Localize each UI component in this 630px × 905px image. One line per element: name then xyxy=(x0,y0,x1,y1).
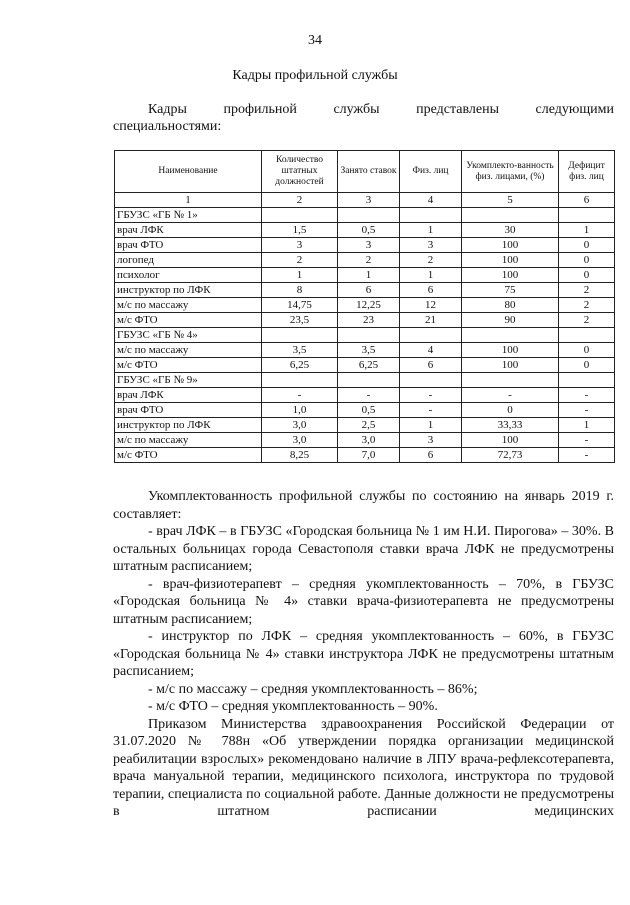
row-value-cell: 2 xyxy=(559,313,615,328)
row-value-cell: 30 xyxy=(462,223,559,238)
intro-line-2: специальностями: xyxy=(113,119,222,134)
row-name-cell: м/с ФТО xyxy=(115,448,262,463)
row-value-cell: 0,5 xyxy=(338,223,400,238)
row-value-cell: 1 xyxy=(400,418,462,433)
table-index-row xyxy=(115,193,615,208)
empty-cell xyxy=(559,373,615,388)
row-value-cell: 6 xyxy=(338,283,400,298)
paragraph-lfk-doctor: - врач ЛФК – в ГБУЗС «Городская больница № 1 им Н.И. Пирогова» – 30%. В остальных больницах города Севастополя ставки врача ЛФК не предусмотрены штатным расписанием; xyxy=(113,524,614,574)
row-value-cell: 1 xyxy=(559,223,615,238)
table-row xyxy=(115,313,615,328)
row-value-cell: 2 xyxy=(559,298,615,313)
paragraph-staffing-summary: Укомплектованность профильной службы по состоянию на январь 2019 г. составляет: xyxy=(113,489,614,522)
row-value-cell: 12,25 xyxy=(338,298,400,313)
table-row xyxy=(115,388,615,403)
row-value-cell: 8,25 xyxy=(262,448,338,463)
row-value-cell: 33,33 xyxy=(462,418,559,433)
page-number: 34 xyxy=(308,33,322,48)
paragraph-fto-nurse: - м/с ФТО – средняя укомплектованность – 90%. xyxy=(148,699,438,714)
row-value-cell: 12 xyxy=(400,298,462,313)
row-value-cell: 6 xyxy=(400,358,462,373)
row-value-cell: 8 xyxy=(262,283,338,298)
table-row xyxy=(115,418,615,433)
table-row xyxy=(115,448,615,463)
row-value-cell: 23 xyxy=(338,313,400,328)
row-value-cell: 6,25 xyxy=(262,358,338,373)
row-name-cell: м/с по массажу xyxy=(115,298,262,313)
row-value-cell: 3 xyxy=(400,238,462,253)
table-row xyxy=(115,343,615,358)
row-value-cell: 6 xyxy=(400,283,462,298)
row-value-cell: 3 xyxy=(400,433,462,448)
row-value-cell: 100 xyxy=(462,253,559,268)
row-name-cell: врач ЛФК xyxy=(115,388,262,403)
row-name-cell: врач ЛФК xyxy=(115,223,262,238)
row-name-cell: м/с ФТО xyxy=(115,358,262,373)
row-value-cell: 1 xyxy=(559,418,615,433)
row-value-cell: 3,0 xyxy=(338,433,400,448)
table-group-row xyxy=(115,208,615,223)
table-row xyxy=(115,403,615,418)
paragraph-ministry-order: Приказом Министерства здравоохранения Российской Федерации от 31.07.2020 № 788н «Об утверждении порядка организации медицинской реабилитации взрослых» рекомендовано наличие в ЛПУ врача-рефлексотерапевта, врача мануальной терапии, медицинского психолога, инструктора по трудовой терапии, специалиста по социальной работе. Данные должности не предусмотрены в штатном расписании медицинских xyxy=(113,716,614,819)
row-value-cell: 3,0 xyxy=(262,418,338,433)
paragraph-physiotherapist: - врач-физиотерапевт – средняя укомплектованность – 70%, в ГБУЗС «Городская больница № 4» ставки врача-физиотерапевта не предусмотрены штатным расписанием; xyxy=(113,576,614,627)
table-row xyxy=(115,358,615,373)
row-name-cell: м/с по массажу xyxy=(115,433,262,448)
row-name-cell: м/с по массажу xyxy=(115,343,262,358)
empty-cell xyxy=(262,208,338,223)
row-value-cell: 1 xyxy=(400,223,462,238)
staff-table xyxy=(114,150,615,463)
intro-line-1: Кадры профильной службы представлены следующими xyxy=(148,102,614,117)
row-value-cell: 0,5 xyxy=(338,403,400,418)
row-value-cell: - xyxy=(559,403,615,418)
row-value-cell: 2,5 xyxy=(338,418,400,433)
row-value-cell: 72,73 xyxy=(462,448,559,463)
empty-cell xyxy=(559,208,615,223)
row-name-cell: м/с ФТО xyxy=(115,313,262,328)
col-header-deficit: Дефицит физ. лиц xyxy=(559,151,615,193)
index-cell: 2 xyxy=(262,193,338,208)
group-name-cell: ГБУЗС «ГБ № 9» xyxy=(115,373,262,388)
col-header-positions: Количество штатных должностей xyxy=(262,151,338,193)
row-value-cell: 0 xyxy=(559,268,615,283)
row-value-cell: 14,75 xyxy=(262,298,338,313)
body-text xyxy=(113,488,614,821)
row-value-cell: - xyxy=(559,448,615,463)
table-row xyxy=(115,298,615,313)
group-name-cell: ГБУЗС «ГБ № 4» xyxy=(115,328,262,343)
section-title: Кадры профильной службы xyxy=(232,68,398,83)
table-row xyxy=(115,268,615,283)
row-value-cell: - xyxy=(400,403,462,418)
empty-cell xyxy=(262,328,338,343)
empty-cell xyxy=(338,208,400,223)
table-group-row xyxy=(115,373,615,388)
row-value-cell: 80 xyxy=(462,298,559,313)
row-value-cell: 1 xyxy=(262,268,338,283)
row-value-cell: 7,0 xyxy=(338,448,400,463)
paragraph-lfk-instructor: - инструктор по ЛФК – средняя укомплектованность – 60%, в ГБУЗС «Городская больница № 4» ставки инструктора ЛФК не предусмотрены штатным расписанием; xyxy=(113,629,614,679)
row-value-cell: - xyxy=(262,388,338,403)
table-row xyxy=(115,283,615,298)
empty-cell xyxy=(400,373,462,388)
row-value-cell: 100 xyxy=(462,433,559,448)
empty-cell xyxy=(462,328,559,343)
empty-cell xyxy=(400,208,462,223)
index-cell: 4 xyxy=(400,193,462,208)
row-value-cell: - xyxy=(559,433,615,448)
col-header-persons: Физ. лиц xyxy=(400,151,462,193)
row-value-cell: 3 xyxy=(262,238,338,253)
paragraph-massage-nurse: - м/с по массажу – средняя укомплектованность – 86%; xyxy=(148,681,478,697)
row-value-cell: 100 xyxy=(462,238,559,253)
row-name-cell: психолог xyxy=(115,268,262,283)
row-value-cell: 6 xyxy=(400,448,462,463)
row-value-cell: - xyxy=(400,388,462,403)
row-value-cell: 23,5 xyxy=(262,313,338,328)
table-body xyxy=(115,193,615,463)
empty-cell xyxy=(559,328,615,343)
row-value-cell: - xyxy=(462,388,559,403)
row-value-cell: 75 xyxy=(462,283,559,298)
table-row xyxy=(115,223,615,238)
row-value-cell: 100 xyxy=(462,343,559,358)
table-row xyxy=(115,253,615,268)
empty-cell xyxy=(462,208,559,223)
row-value-cell: 90 xyxy=(462,313,559,328)
row-value-cell: 4 xyxy=(400,343,462,358)
row-value-cell: 2 xyxy=(400,253,462,268)
row-value-cell: 3,0 xyxy=(262,433,338,448)
row-name-cell: логопед xyxy=(115,253,262,268)
row-name-cell: инструктор по ЛФК xyxy=(115,418,262,433)
table-group-row xyxy=(115,328,615,343)
row-name-cell: инструктор по ЛФК xyxy=(115,283,262,298)
row-value-cell: - xyxy=(338,388,400,403)
row-value-cell: 3,5 xyxy=(338,343,400,358)
col-header-name: Наименование xyxy=(115,151,262,193)
row-value-cell: 2 xyxy=(559,283,615,298)
index-cell: 1 xyxy=(115,193,262,208)
row-value-cell: 3 xyxy=(338,238,400,253)
index-cell: 6 xyxy=(559,193,615,208)
row-value-cell: 1 xyxy=(338,268,400,283)
row-value-cell: 0 xyxy=(559,358,615,373)
row-value-cell: 3,5 xyxy=(262,343,338,358)
empty-cell xyxy=(400,328,462,343)
col-header-occupied: Занято ставок xyxy=(338,151,400,193)
index-cell: 5 xyxy=(462,193,559,208)
row-value-cell: 21 xyxy=(400,313,462,328)
row-value-cell: - xyxy=(559,388,615,403)
row-value-cell: 2 xyxy=(262,253,338,268)
row-value-cell: 6,25 xyxy=(338,358,400,373)
empty-cell xyxy=(338,328,400,343)
row-value-cell: 100 xyxy=(462,268,559,283)
row-value-cell: 2 xyxy=(338,253,400,268)
index-cell: 3 xyxy=(338,193,400,208)
empty-cell xyxy=(262,373,338,388)
table-row xyxy=(115,238,615,253)
empty-cell xyxy=(338,373,400,388)
row-name-cell: врач ФТО xyxy=(115,403,262,418)
row-value-cell: 0 xyxy=(559,253,615,268)
table-row xyxy=(115,433,615,448)
row-name-cell: врач ФТО xyxy=(115,238,262,253)
row-value-cell: 1,0 xyxy=(262,403,338,418)
row-value-cell: 1 xyxy=(400,268,462,283)
col-header-staffing: Укомплекто-ванность физ. лицами, (%) xyxy=(462,151,559,193)
row-value-cell: 0 xyxy=(559,238,615,253)
row-value-cell: 1,5 xyxy=(262,223,338,238)
row-value-cell: 0 xyxy=(559,343,615,358)
row-value-cell: 0 xyxy=(462,403,559,418)
empty-cell xyxy=(462,373,559,388)
row-value-cell: 100 xyxy=(462,358,559,373)
group-name-cell: ГБУЗС «ГБ № 1» xyxy=(115,208,262,223)
table-header-row xyxy=(115,151,615,193)
